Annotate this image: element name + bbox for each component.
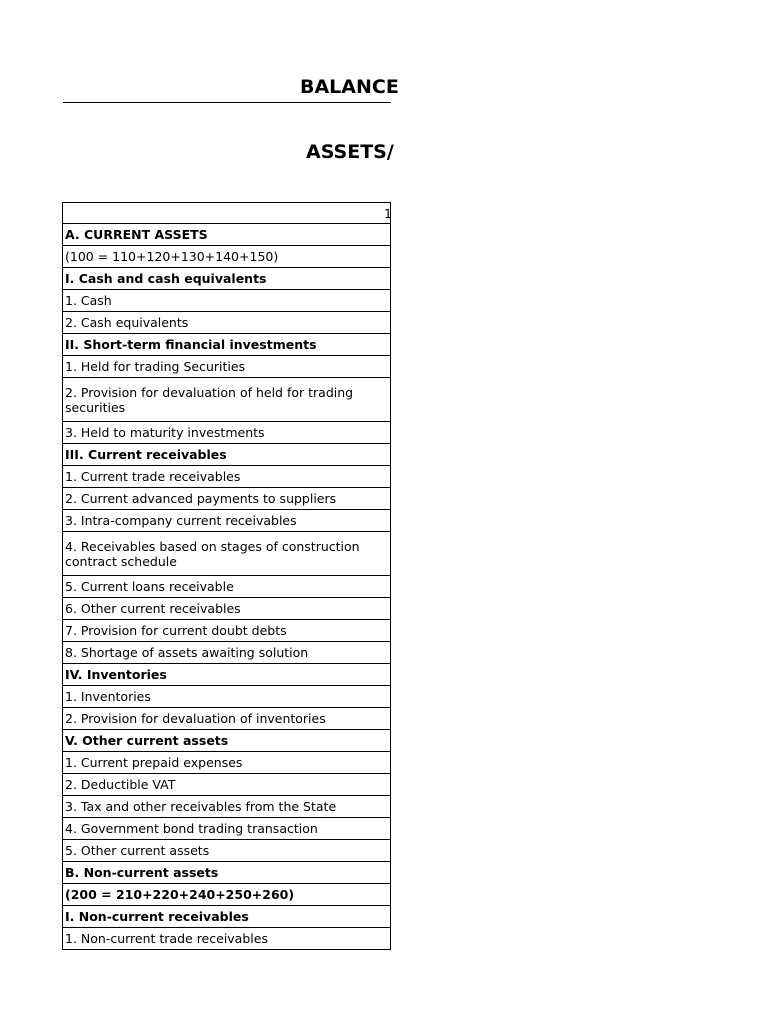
table-row [63,884,391,906]
page-title: BALANCE [300,76,399,98]
table-row [63,928,391,950]
table-row [63,840,391,862]
row-label-cell: 3. Intra-company current receivables [63,510,391,532]
table-row [63,334,391,356]
row-label-cell: 5. Other current assets [63,840,391,862]
row-label-cell: 2. Provision for devaluation of inventories [63,708,391,730]
table-row [63,246,391,268]
table-row [63,510,391,532]
table-row [63,730,391,752]
table-row [63,576,391,598]
table-row [63,774,391,796]
row-label-cell: 1. Inventories [63,686,391,708]
table-row [63,312,391,334]
table-row [63,818,391,840]
table-row [63,444,391,466]
row-label-cell: 1. Cash [63,290,391,312]
table-row [63,620,391,642]
row-label-cell: (200 = 210+220+240+250+260) [63,884,391,906]
table-row [63,488,391,510]
table-row [63,906,391,928]
table-row [63,686,391,708]
row-label-cell: 6. Other current receivables [63,598,391,620]
row-label-cell: (100 = 110+120+130+140+150) [63,246,391,268]
row-label-cell: 1. Current prepaid expenses [63,752,391,774]
table-row [63,664,391,686]
table-row [63,268,391,290]
row-label-cell: 4. Government bond trading transaction [63,818,391,840]
row-label-cell: 1. Current trade receivables [63,466,391,488]
row-label-cell: B. Non-current assets [63,862,391,884]
table-row [63,598,391,620]
row-label-cell: 1. Held for trading Securities [63,356,391,378]
column-header: 1 [384,205,392,221]
row-label-cell: A. CURRENT ASSETS [63,224,391,246]
table-row [63,356,391,378]
balance-sheet-table [62,202,391,950]
table-row [63,224,391,246]
row-label-cell: 8. Shortage of assets awaiting solution [63,642,391,664]
balance-sheet-body [63,203,391,950]
table-row [63,862,391,884]
row-label-cell: III. Current receivables [63,444,391,466]
section-title: ASSETS/ [306,141,394,163]
row-label-cell: 4. Receivables based on stages of construction contract schedule [63,532,391,576]
table-row [63,378,391,422]
column-header-cell [63,203,391,224]
row-label-cell: I. Cash and cash equivalents [63,268,391,290]
table-header-row [63,203,391,224]
title-divider [63,102,391,103]
table-row [63,532,391,576]
row-label-cell: II. Short-term financial investments [63,334,391,356]
row-label-cell: 2. Deductible VAT [63,774,391,796]
table-row [63,290,391,312]
row-label-cell: 5. Current loans receivable [63,576,391,598]
row-label-cell: I. Non-current receivables [63,906,391,928]
row-label-cell: 7. Provision for current doubt debts [63,620,391,642]
row-label-cell: 3. Held to maturity investments [63,422,391,444]
table-row [63,752,391,774]
table-row [63,796,391,818]
table-row [63,708,391,730]
row-label-cell: 3. Tax and other receivables from the State [63,796,391,818]
table-row [63,466,391,488]
row-label-cell: 1. Non-current trade receivables [63,928,391,950]
row-label-cell: IV. Inventories [63,664,391,686]
row-label-cell: 2. Provision for devaluation of held for trading securities [63,378,391,422]
row-label-cell: 2. Current advanced payments to suppliers [63,488,391,510]
table-row [63,422,391,444]
row-label-cell: V. Other current assets [63,730,391,752]
table-row [63,642,391,664]
row-label-cell: 2. Cash equivalents [63,312,391,334]
